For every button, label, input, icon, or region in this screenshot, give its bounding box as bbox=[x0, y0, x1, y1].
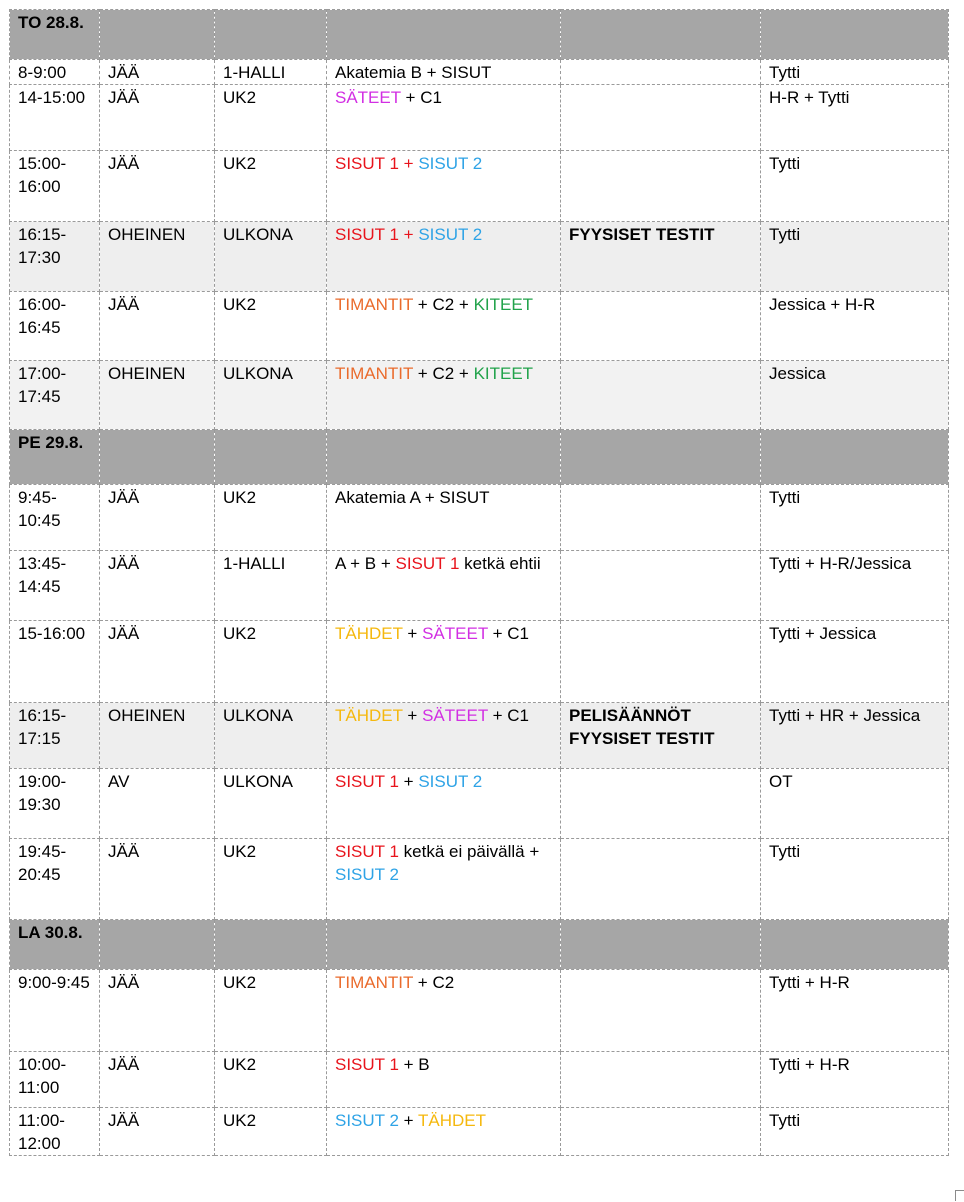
staff-cell: Tytti bbox=[761, 151, 949, 222]
group-label: SISUT 1 bbox=[395, 554, 460, 573]
day-header-cell bbox=[215, 430, 327, 485]
schedule-row bbox=[10, 222, 949, 292]
location-cell: UK2 bbox=[215, 621, 327, 703]
group-label: SÄTEET bbox=[422, 624, 488, 643]
groups-cell bbox=[327, 361, 561, 430]
staff-cell: Tytti + H-R/Jessica bbox=[761, 551, 949, 621]
schedule-row bbox=[10, 1108, 949, 1156]
staff-cell: H-R + Tytti bbox=[761, 85, 949, 151]
note-cell bbox=[561, 551, 761, 621]
time-cell: 8-9:00 bbox=[10, 60, 100, 85]
location-cell: ULKONA bbox=[215, 361, 327, 430]
note-cell bbox=[561, 85, 761, 151]
activity-cell: JÄÄ bbox=[100, 970, 215, 1052]
staff-cell: OT bbox=[761, 769, 949, 839]
group-label: TIMANTIT bbox=[335, 364, 414, 383]
activity-cell: AV bbox=[100, 769, 215, 839]
group-label: TÄHDET bbox=[335, 624, 403, 643]
activity-cell: OHEINEN bbox=[100, 222, 215, 292]
location-cell: UK2 bbox=[215, 292, 327, 361]
groups-cell bbox=[327, 769, 561, 839]
activity-cell: JÄÄ bbox=[100, 485, 215, 551]
time-cell: 19:00-19:30 bbox=[10, 769, 100, 839]
groups-cell bbox=[327, 85, 561, 151]
activity-cell: JÄÄ bbox=[100, 621, 215, 703]
group-label: SISUT 1 + bbox=[335, 225, 419, 244]
group-label: Akatemia A + SISUT bbox=[335, 488, 490, 507]
group-label: + C1 bbox=[487, 706, 530, 725]
group-label: SISUT 1 bbox=[335, 842, 399, 861]
day-header-cell bbox=[327, 430, 561, 485]
group-label: ketkä ehtii bbox=[459, 554, 541, 573]
group-label: SISUT 2 bbox=[418, 772, 483, 791]
group-label: + C2 bbox=[413, 973, 455, 992]
group-label: SÄTEET bbox=[335, 88, 401, 107]
group-label: TÄHDET bbox=[335, 706, 403, 725]
groups-cell bbox=[327, 551, 561, 621]
activity-cell: JÄÄ bbox=[100, 151, 215, 222]
groups-cell bbox=[327, 703, 561, 769]
time-cell: 19:45-20:45 bbox=[10, 839, 100, 920]
location-cell: UK2 bbox=[215, 485, 327, 551]
day-header-cell bbox=[561, 430, 761, 485]
time-cell: 13:45-14:45 bbox=[10, 551, 100, 621]
group-label: Akatemia B + SISUT bbox=[335, 63, 492, 82]
group-label: SÄTEET bbox=[422, 706, 488, 725]
note-cell bbox=[561, 485, 761, 551]
note-cell bbox=[561, 1108, 761, 1156]
schedule-row bbox=[10, 292, 949, 361]
group-label: + bbox=[402, 624, 423, 643]
day-header-cell bbox=[761, 920, 949, 970]
groups-cell bbox=[327, 839, 561, 920]
location-cell: UK2 bbox=[215, 151, 327, 222]
groups-cell bbox=[327, 222, 561, 292]
schedule-row bbox=[10, 769, 949, 839]
time-cell: 9:45-10:45 bbox=[10, 485, 100, 551]
group-label: KITEET bbox=[473, 364, 534, 383]
day-header-row bbox=[10, 10, 949, 60]
note-cell bbox=[561, 60, 761, 85]
location-cell: UK2 bbox=[215, 970, 327, 1052]
schedule-row bbox=[10, 151, 949, 222]
group-label: A + B + bbox=[335, 554, 396, 573]
schedule-row bbox=[10, 485, 949, 551]
group-label: SISUT 2 bbox=[335, 865, 399, 884]
schedule-body bbox=[10, 10, 949, 1156]
group-label: SISUT 2 bbox=[418, 225, 483, 244]
time-cell: 10:00-11:00 bbox=[10, 1052, 100, 1108]
group-label: TIMANTIT bbox=[335, 973, 414, 992]
time-cell: 14-15:00 bbox=[10, 85, 100, 151]
note-cell bbox=[561, 769, 761, 839]
day-label: PE 29.8. bbox=[10, 430, 100, 485]
location-cell: UK2 bbox=[215, 85, 327, 151]
activity-cell: JÄÄ bbox=[100, 1108, 215, 1156]
time-cell: 16:00-16:45 bbox=[10, 292, 100, 361]
day-header-cell bbox=[561, 920, 761, 970]
group-label: SISUT 1 + bbox=[335, 154, 419, 173]
group-label: SISUT 1 bbox=[335, 772, 399, 791]
groups-cell bbox=[327, 151, 561, 222]
day-header-cell bbox=[327, 10, 561, 60]
day-header-row bbox=[10, 430, 949, 485]
groups-cell bbox=[327, 1052, 561, 1108]
time-cell: 17:00-17:45 bbox=[10, 361, 100, 430]
day-header-cell bbox=[761, 10, 949, 60]
staff-cell: Tytti + H-R bbox=[761, 970, 949, 1052]
day-header-cell bbox=[561, 10, 761, 60]
groups-cell bbox=[327, 970, 561, 1052]
groups-cell bbox=[327, 485, 561, 551]
note-cell bbox=[561, 621, 761, 703]
schedule-row bbox=[10, 60, 949, 85]
group-label: ketkä ei päivällä + bbox=[398, 842, 540, 861]
location-cell: UK2 bbox=[215, 1108, 327, 1156]
group-label: + bbox=[398, 772, 419, 791]
staff-cell: Tytti bbox=[761, 60, 949, 85]
note-cell bbox=[561, 361, 761, 430]
note-cell bbox=[561, 1052, 761, 1108]
day-header-row bbox=[10, 920, 949, 970]
time-cell: 16:15-17:15 bbox=[10, 703, 100, 769]
note-cell: PELISÄÄNNÖT FYYSISET TESTIT bbox=[561, 703, 761, 769]
activity-cell: JÄÄ bbox=[100, 839, 215, 920]
group-label: KITEET bbox=[473, 295, 534, 314]
staff-cell: Tytti + HR + Jessica bbox=[761, 703, 949, 769]
groups-cell bbox=[327, 292, 561, 361]
group-label: + B bbox=[398, 1055, 430, 1074]
day-header-cell bbox=[100, 430, 215, 485]
activity-cell: JÄÄ bbox=[100, 60, 215, 85]
day-header-cell bbox=[327, 920, 561, 970]
staff-cell: Tytti + H-R bbox=[761, 1052, 949, 1108]
activity-cell: JÄÄ bbox=[100, 1052, 215, 1108]
time-cell: 9:00-9:45 bbox=[10, 970, 100, 1052]
time-cell: 15:00-16:00 bbox=[10, 151, 100, 222]
day-header-cell bbox=[215, 10, 327, 60]
group-label: + C2 + bbox=[413, 364, 474, 383]
group-label: + bbox=[402, 706, 423, 725]
activity-cell: OHEINEN bbox=[100, 361, 215, 430]
groups-cell bbox=[327, 1108, 561, 1156]
time-cell: 16:15-17:30 bbox=[10, 222, 100, 292]
note-cell bbox=[561, 151, 761, 222]
activity-cell: JÄÄ bbox=[100, 292, 215, 361]
schedule-row bbox=[10, 551, 949, 621]
staff-cell: Tytti bbox=[761, 1108, 949, 1156]
schedule-row bbox=[10, 361, 949, 430]
group-label: SISUT 2 bbox=[418, 154, 483, 173]
staff-cell: Tytti bbox=[761, 839, 949, 920]
day-header-cell bbox=[100, 10, 215, 60]
page-corner-mark bbox=[955, 1190, 964, 1201]
day-label: LA 30.8. bbox=[10, 920, 100, 970]
day-header-cell bbox=[100, 920, 215, 970]
group-label: SISUT 2 bbox=[335, 1111, 399, 1130]
schedule-row bbox=[10, 703, 949, 769]
location-cell: 1-HALLI bbox=[215, 551, 327, 621]
staff-cell: Jessica + H-R bbox=[761, 292, 949, 361]
location-cell: 1-HALLI bbox=[215, 60, 327, 85]
group-label: + C1 bbox=[487, 624, 530, 643]
group-label: SISUT 1 bbox=[335, 1055, 399, 1074]
note-cell bbox=[561, 970, 761, 1052]
time-cell: 15-16:00 bbox=[10, 621, 100, 703]
group-label: + C2 + bbox=[413, 295, 474, 314]
note-cell: FYYSISET TESTIT bbox=[561, 222, 761, 292]
day-label: TO 28.8. bbox=[10, 10, 100, 60]
group-label: + C1 bbox=[400, 88, 442, 107]
schedule-row bbox=[10, 1052, 949, 1108]
groups-cell bbox=[327, 60, 561, 85]
activity-cell: JÄÄ bbox=[100, 551, 215, 621]
group-label: TIMANTIT bbox=[335, 295, 414, 314]
location-cell: UK2 bbox=[215, 839, 327, 920]
location-cell: UK2 bbox=[215, 1052, 327, 1108]
note-cell bbox=[561, 292, 761, 361]
group-label: TÄHDET bbox=[418, 1111, 487, 1130]
schedule-table bbox=[9, 9, 949, 1156]
activity-cell: OHEINEN bbox=[100, 703, 215, 769]
note-cell bbox=[561, 839, 761, 920]
location-cell: ULKONA bbox=[215, 222, 327, 292]
activity-cell: JÄÄ bbox=[100, 85, 215, 151]
staff-cell: Tytti bbox=[761, 485, 949, 551]
schedule-row bbox=[10, 85, 949, 151]
groups-cell bbox=[327, 621, 561, 703]
day-header-cell bbox=[761, 430, 949, 485]
time-cell: 11:00-12:00 bbox=[10, 1108, 100, 1156]
staff-cell: Tytti bbox=[761, 222, 949, 292]
schedule-row bbox=[10, 839, 949, 920]
schedule-row bbox=[10, 970, 949, 1052]
staff-cell: Jessica bbox=[761, 361, 949, 430]
group-label: + bbox=[398, 1111, 419, 1130]
staff-cell: Tytti + Jessica bbox=[761, 621, 949, 703]
day-header-cell bbox=[215, 920, 327, 970]
location-cell: ULKONA bbox=[215, 703, 327, 769]
location-cell: ULKONA bbox=[215, 769, 327, 839]
schedule-row bbox=[10, 621, 949, 703]
